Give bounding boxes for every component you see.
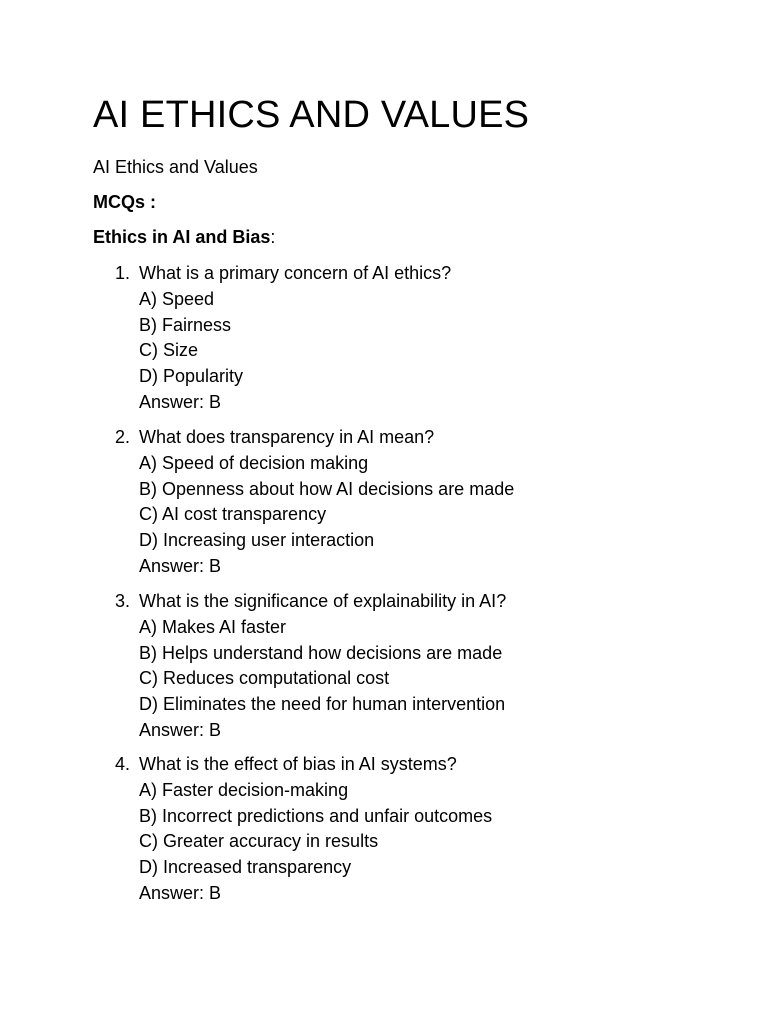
option-c: C) Size: [139, 340, 199, 361]
option-a: A) Makes AI faster: [139, 616, 287, 637]
question-number: 4.: [115, 754, 131, 774]
option-a: A) Faster decision-making: [139, 779, 349, 800]
option-c: C) Greater accuracy in results: [139, 831, 379, 852]
option-b: B) Incorrect predictions and unfair outcomes: [139, 805, 493, 826]
option-c: C) AI cost transparency: [139, 504, 327, 525]
option-a: A) Speed: [139, 288, 215, 309]
document-subtitle: AI Ethics and Values: [93, 157, 258, 177]
answer-text: Answer: B: [139, 555, 222, 576]
question-item: [93, 261, 693, 416]
question-text: What is a primary concern of AI ethics?: [139, 263, 452, 283]
question-text: What does transparency in AI mean?: [139, 427, 435, 447]
option-c: C) Reduces computational cost: [139, 668, 390, 689]
section-heading: [93, 226, 275, 248]
option-d: D) Eliminates the need for human intervention: [139, 694, 506, 715]
question-item: [93, 589, 693, 744]
option-d: D) Popularity: [139, 366, 244, 387]
document-title: AI ETHICS AND VALUES: [93, 94, 530, 136]
question-number: 3.: [115, 591, 131, 611]
question-item: [93, 425, 693, 580]
option-b: B) Helps understand how decisions are made: [139, 642, 503, 663]
option-a: A) Speed of decision making: [139, 452, 369, 473]
answer-text: Answer: B: [139, 719, 222, 740]
answer-text: Answer: B: [139, 391, 222, 412]
mcq-label: MCQs :: [93, 192, 156, 212]
option-b: B) Fairness: [139, 314, 232, 335]
option-d: D) Increased transparency: [139, 857, 352, 878]
option-d: D) Increasing user interaction: [139, 530, 375, 551]
question-text: What is the effect of bias in AI systems?: [139, 754, 457, 774]
section-heading-text: Ethics in AI and Bias: [93, 227, 271, 247]
answer-text: Answer: B: [139, 882, 222, 903]
section-heading-colon: :: [270, 227, 276, 247]
option-b: B) Openness about how AI decisions are made: [139, 478, 515, 499]
question-item: [93, 752, 693, 907]
question-number: 1.: [115, 263, 131, 283]
question-text: What is the significance of explainability in AI?: [139, 591, 507, 611]
question-number: 2.: [115, 427, 131, 447]
